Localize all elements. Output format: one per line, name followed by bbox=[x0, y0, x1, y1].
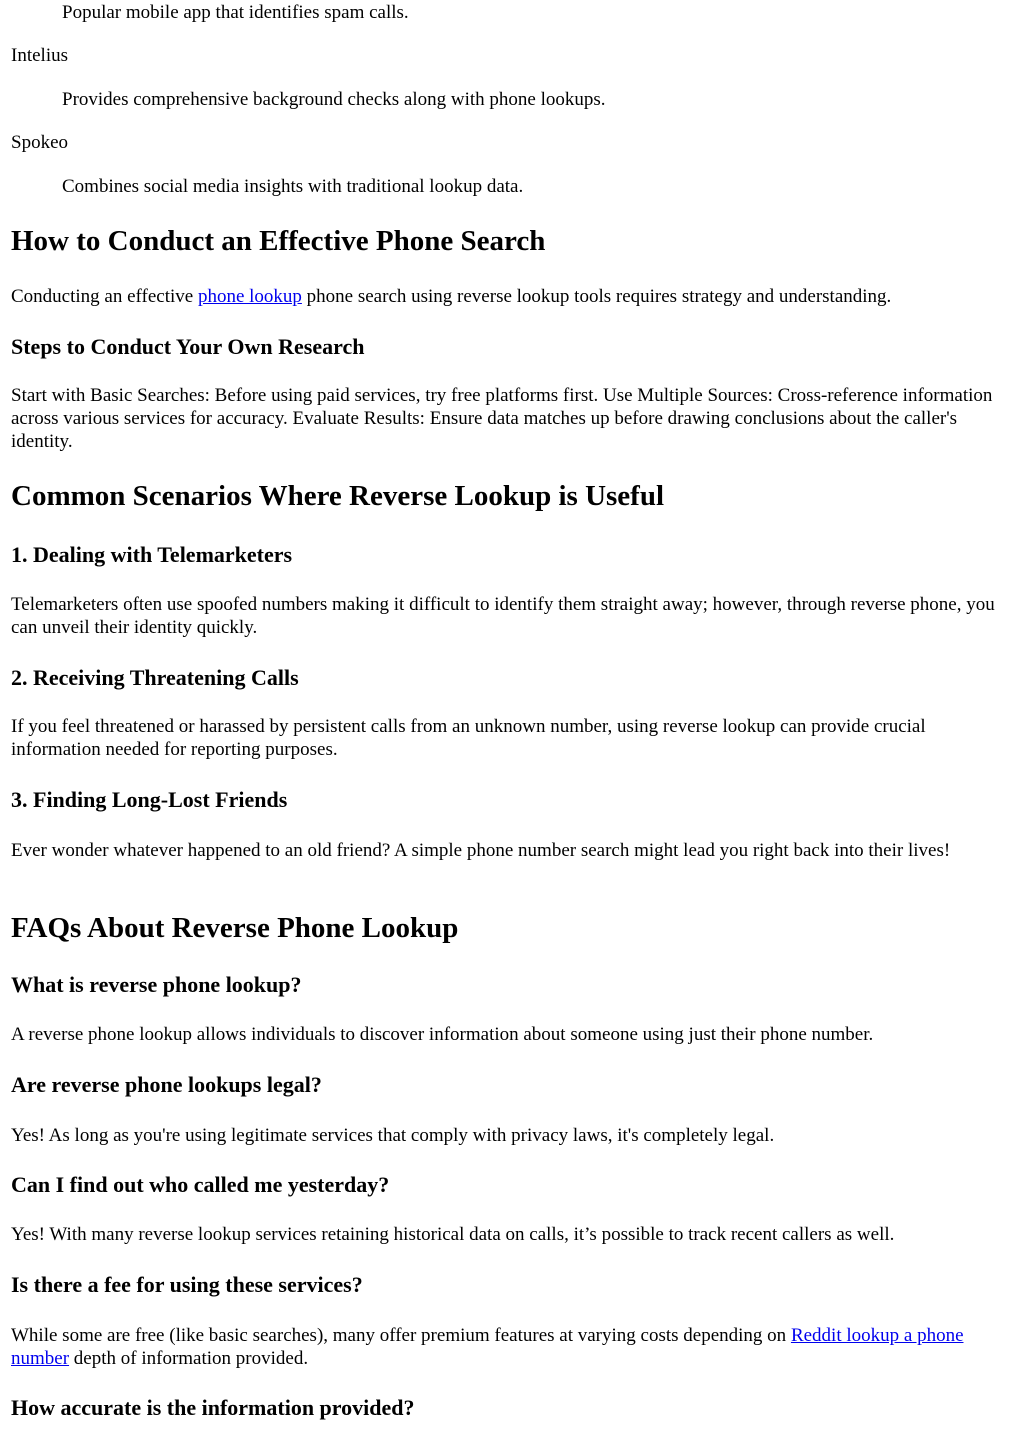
faq-question: What is reverse phone lookup? bbox=[11, 972, 302, 997]
tool-term: Spokeo bbox=[11, 132, 68, 153]
scenario-text: Telemarketers often use spoofed numbers making it difficult to identify them straight away; however, through reverse phone, you can unveil their identity quickly. bbox=[11, 594, 995, 638]
section-heading-faqs: FAQs About Reverse Phone Lookup bbox=[11, 912, 459, 944]
steps-paragraph: Start with Basic Searches: Before using paid services, try free platforms first. Use Multiple Sources: Cross-reference information across various services for accuracy. Evaluate Results: Ensure data matches up before drawing conclusions about the caller's identity. bbox=[11, 385, 993, 452]
faq-question: How accurate is the information provided? bbox=[11, 1395, 415, 1420]
phone-lookup-link[interactable]: phone lookup bbox=[197, 286, 302, 307]
scenario-text: Ever wonder whatever happened to an old friend? A simple phone number search might lead you right back into their lives! bbox=[11, 840, 951, 861]
faq-answer: A reverse phone lookup allows individuals to discover information about someone using just their phone number. bbox=[11, 1024, 874, 1045]
faq-answer: Yes! As long as you're using legitimate services that comply with privacy laws, it's completely legal. bbox=[11, 1125, 775, 1146]
reddit-lookup-link[interactable]: Reddit lookup a phone number bbox=[11, 1325, 964, 1369]
faq-answer: While some are free (like basic searches), many offer premium features at varying costs depending on Reddit lookup a phone number depth of information provided. bbox=[11, 1325, 964, 1369]
scenario-title: 1. Dealing with Telemarketers bbox=[11, 542, 293, 567]
faq-question: Are reverse phone lookups legal? bbox=[11, 1072, 322, 1097]
tool-description: Popular mobile app that identifies spam calls. bbox=[62, 2, 409, 23]
tool-term: Intelius bbox=[11, 45, 68, 66]
faq-answer: Yes! With many reverse lookup services retaining historical data on calls, it’s possible to track recent callers as well. bbox=[11, 1224, 895, 1245]
scenario-title: 2. Receiving Threatening Calls bbox=[11, 665, 299, 690]
search-intro-paragraph: Conducting an effective phone lookup phone search using reverse lookup tools requires strategy and understanding. bbox=[11, 286, 892, 307]
tool-description: Combines social media insights with traditional lookup data. bbox=[62, 176, 524, 197]
faq-question: Can I find out who called me yesterday? bbox=[11, 1172, 390, 1197]
steps-heading: Steps to Conduct Your Own Research bbox=[11, 334, 365, 359]
section-heading-search: How to Conduct an Effective Phone Search bbox=[11, 225, 546, 257]
scenario-text: If you feel threatened or harassed by persistent calls from an unknown number, using reverse lookup can provide crucial information needed for reporting purposes. bbox=[11, 716, 926, 760]
faq-question: Is there a fee for using these services? bbox=[11, 1272, 363, 1297]
tool-description: Provides comprehensive background checks along with phone lookups. bbox=[62, 89, 606, 110]
scenario-title: 3. Finding Long-Lost Friends bbox=[11, 787, 288, 812]
section-heading-scenarios: Common Scenarios Where Reverse Lookup is Useful bbox=[11, 480, 665, 512]
